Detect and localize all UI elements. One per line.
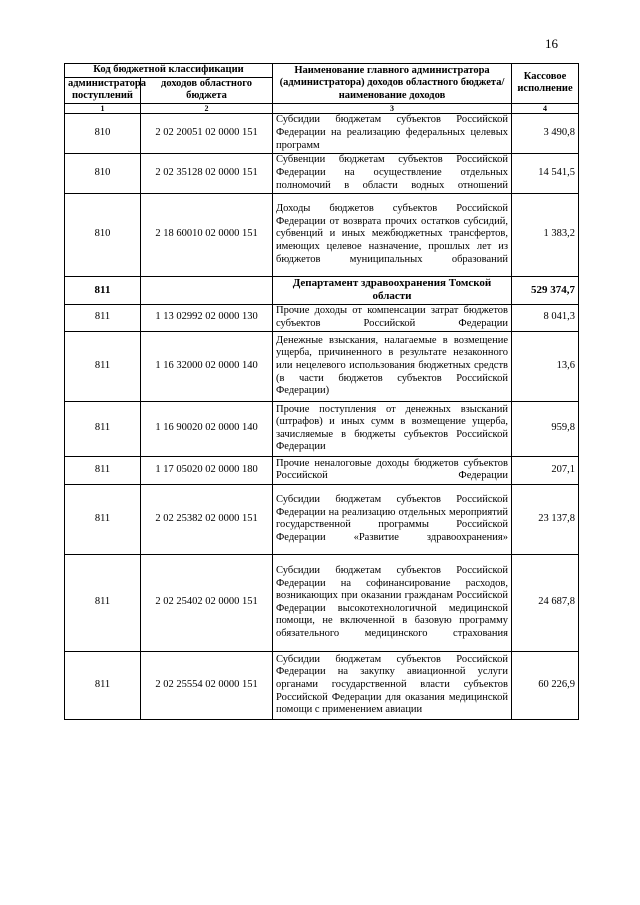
- income-code-cell: 2 02 20051 02 0000 151: [141, 113, 273, 153]
- department-name-cell: Департамент здравоохранения Томской области: [273, 276, 512, 304]
- table-row: [65, 304, 579, 331]
- table-row: [65, 193, 579, 276]
- income-code-cell: 2 02 35128 02 0000 151: [141, 153, 273, 193]
- header-income-column: доходов областного бюджета: [141, 77, 273, 103]
- income-name-cell: Субсидии бюджетам субъектов Российской Федерации на реализацию отдельных мероприятий государственной программы Российской Федерации «Развитие здравоохранения»: [273, 484, 512, 554]
- table-row: [65, 153, 579, 193]
- income-name-cell: Прочие доходы от компенсации затрат бюджетов субъектов Российской Федерации: [273, 304, 512, 331]
- sum-cell: 24 687,8: [512, 554, 579, 651]
- table-row: [65, 113, 579, 153]
- sum-cell: 3 490,8: [512, 113, 579, 153]
- income-code-cell: 1 17 05020 02 0000 180: [141, 456, 273, 484]
- income-name-cell: Доходы бюджетов субъектов Российской Федерации от возврата прочих остатков субсидий, субвенций и иных межбюджетных трансфертов, имеющих целевое назначение, прошлых лет из бюджетов муниципальных образований: [273, 193, 512, 276]
- income-code-cell: 2 02 25402 02 0000 151: [141, 554, 273, 651]
- admin-code-cell: 810: [65, 113, 141, 153]
- admin-code-cell: 810: [65, 153, 141, 193]
- page-number: 16: [545, 36, 558, 51]
- admin-code-cell: 811: [65, 331, 141, 401]
- admin-code-cell: 811: [65, 651, 141, 719]
- column-number-4: 4: [512, 103, 579, 113]
- income-code-cell: 1 16 32000 02 0000 140: [141, 331, 273, 401]
- sum-cell: 8 041,3: [512, 304, 579, 331]
- header-name-column: Наименование главного администратора (администратора) доходов областного бюджета/ наименование доходов: [273, 64, 512, 104]
- column-number-2: 2: [141, 103, 273, 113]
- income-name-cell: Прочие поступления от денежных взысканий (штрафов) и иных сумм в возмещение ущерба, зачисляемые в бюджеты субъектов Российской Федерации: [273, 401, 512, 456]
- budget-table: [64, 63, 579, 720]
- column-number-3: 3: [273, 103, 512, 113]
- table-row: [65, 554, 579, 651]
- admin-code-cell: 811: [65, 456, 141, 484]
- income-name-cell: Субвенции бюджетам субъектов Российской Федерации на осуществление отдельных полномочий в области водных отношений: [273, 153, 512, 193]
- income-code-cell: [141, 276, 273, 304]
- sum-cell: 207,1: [512, 456, 579, 484]
- income-code-cell: 2 02 25382 02 0000 151: [141, 484, 273, 554]
- table-row: [65, 651, 579, 719]
- income-code-cell: 2 18 60010 02 0000 151: [141, 193, 273, 276]
- income-name-cell: Прочие неналоговые доходы бюджетов субъектов Российской Федерации: [273, 456, 512, 484]
- income-code-cell: 1 13 02992 02 0000 130: [141, 304, 273, 331]
- header-sum-column: Кассовое исполнение: [512, 64, 579, 104]
- admin-code-cell: 811: [65, 276, 141, 304]
- table-row: [65, 401, 579, 456]
- admin-code-cell: 810: [65, 193, 141, 276]
- income-code-cell: 2 02 25554 02 0000 151: [141, 651, 273, 719]
- sum-cell: 14 541,5: [512, 153, 579, 193]
- income-name-cell: Субсидии бюджетам субъектов Российской Федерации на реализацию федеральных целевых программ: [273, 113, 512, 153]
- admin-code-cell: 811: [65, 554, 141, 651]
- sum-cell: 13,6: [512, 331, 579, 401]
- sum-cell: 23 137,8: [512, 484, 579, 554]
- sum-cell: 1 383,2: [512, 193, 579, 276]
- income-code-cell: 1 16 90020 02 0000 140: [141, 401, 273, 456]
- column-number-1: 1: [65, 103, 141, 113]
- sum-cell: 60 226,9: [512, 651, 579, 719]
- income-name-cell: Денежные взыскания, налагаемые в возмещение ущерба, причиненного в результате незаконного или нецелевого использования бюджетных средств (в части бюджетов субъектов Российской Федерации): [273, 331, 512, 401]
- department-row: [65, 276, 579, 304]
- header-classification-code: Код бюджетной классификации: [65, 64, 273, 78]
- table-row: [65, 331, 579, 401]
- sum-cell: 529 374,7: [512, 276, 579, 304]
- income-name-cell: Субсидии бюджетам субъектов Российской Федерации на софинансирование расходов, возникающих при оказании гражданам Российской Федерации высокотехнологичной медицинской помощи, не включенной в базовую программу обязательного медицинского страхования: [273, 554, 512, 651]
- table-row: [65, 484, 579, 554]
- sum-cell: 959,8: [512, 401, 579, 456]
- header-admin-column: администратора поступлений: [65, 77, 141, 103]
- table-row: [65, 456, 579, 484]
- income-name-cell: Субсидии бюджетам субъектов Российской Федерации на закупку авиационной услуги органами государственной власти субъектов Российской Федерации для оказания медицинской помощи с применением авиации: [273, 651, 512, 719]
- admin-code-cell: 811: [65, 304, 141, 331]
- admin-code-cell: 811: [65, 401, 141, 456]
- admin-code-cell: 811: [65, 484, 141, 554]
